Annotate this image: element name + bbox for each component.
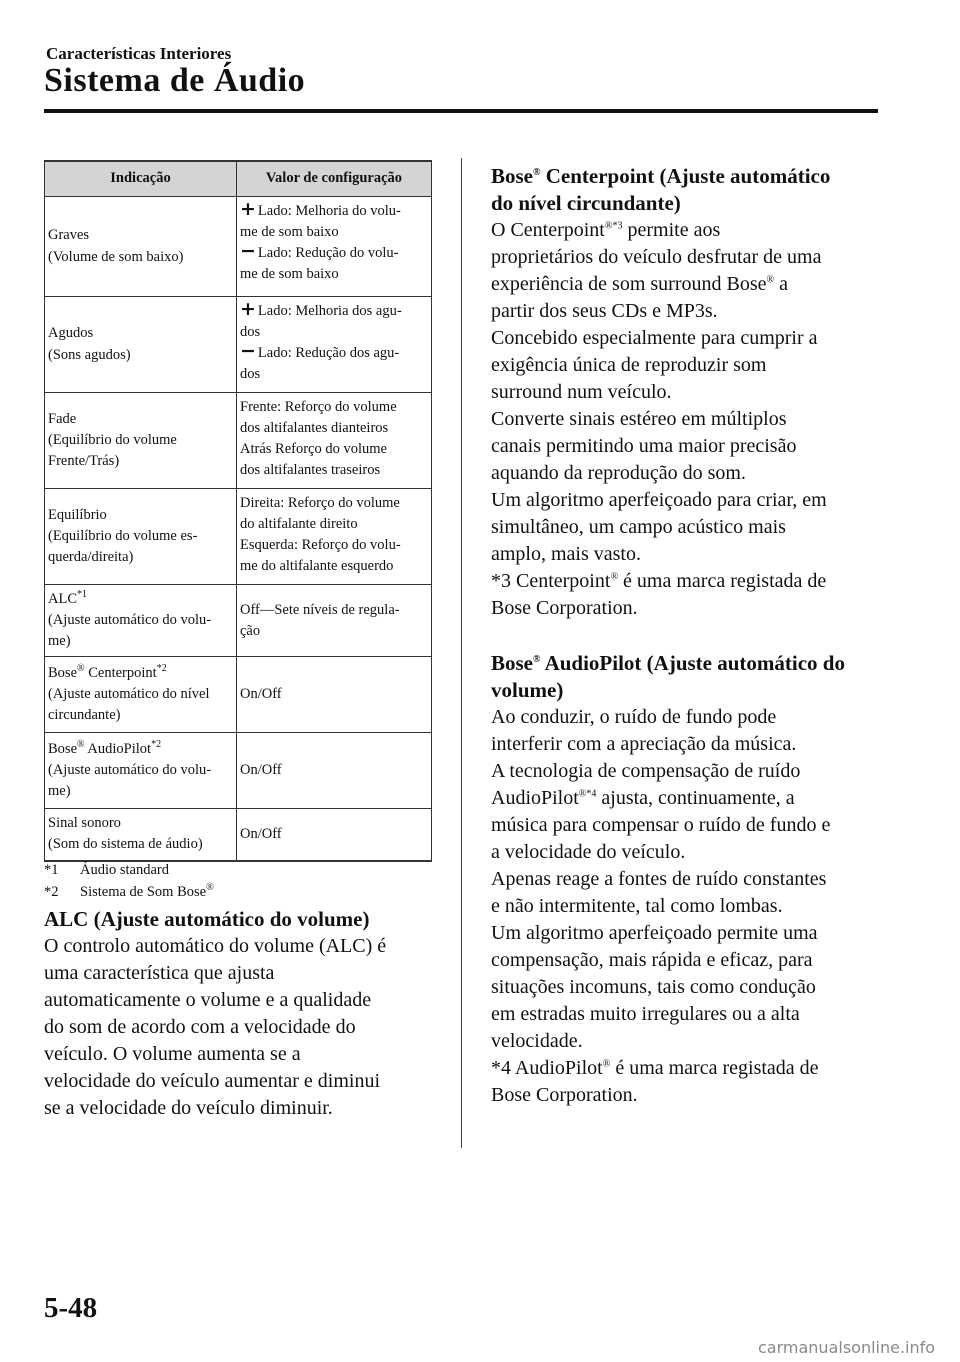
row-value: Frente: Reforço do volume dos altifalantes dianteiros Atrás Reforço do volume dos altifalantes traseiros — [237, 393, 432, 489]
alc-body: O controlo automático do volume (ALC) é uma característica que ajusta automaticamente o volume e a qualidade do som de acordo com a velocidade do veículo. O volume aumenta se a velocidade do veículo aumentar e diminui se a velocidade do veículo diminuir. — [44, 935, 387, 1119]
page-number: 5-48 — [44, 1292, 98, 1324]
watermark: carmanualsonline.info — [758, 1338, 936, 1357]
section-label: Características Interiores — [46, 44, 232, 63]
row-value: + Lado: Melhoria do volu- me de som baixo − Lado: Redução do volu- me de som baixo — [237, 197, 432, 297]
page-title: Sistema de Áudio — [44, 62, 306, 99]
footnote-1: *1 Áudio standard — [44, 862, 169, 878]
row-value: On/Off — [237, 657, 432, 733]
table-row — [45, 585, 432, 657]
row-name: Sinal sonoro (Som do sistema de áudio) — [45, 809, 237, 861]
table-row — [45, 489, 432, 585]
header-indicacao: Indicação — [45, 161, 237, 197]
row-value: Off—Sete níveis de regula- ção — [237, 585, 432, 657]
settings-table — [44, 160, 432, 862]
centerpoint-section — [491, 163, 886, 622]
table-row — [45, 297, 432, 393]
row-value: On/Off — [237, 733, 432, 809]
table-row — [45, 197, 432, 297]
table-row — [45, 733, 432, 809]
centerpoint-body: O Centerpoint$^{®*3}$ permite aos proprietários do veículo desfrutar de uma experiência de som surround Bose® a partir dos seus CDs e MP3s. Concebido especialmente para cumprir a exigência única de reproduzir som surround num veículo. Converte sinais estéreo em múltiplos canais permitindo uma maior precisão aquando da reprodução do som. Um algoritmo aperfeiçoado para criar, em simultâneo, um campo acústico mais amplo, mais vasto. *3 Centerpoint® é uma marca registada de Bose Corporation. — [491, 219, 827, 619]
plus-icon: + — [240, 298, 256, 320]
table-header-row — [45, 161, 432, 197]
table-row — [45, 657, 432, 733]
row-name: Bose® AudioPilot$^{*2}$ (Ajuste automático do volu- me) — [45, 733, 237, 809]
plus-icon: + — [240, 198, 256, 220]
audiopilot-body: Ao conduzir, o ruído de fundo pode interferir com a apreciação da música. A tecnologia de compensação de ruído AudioPilot$^{®*4}$ ajusta, continuamente, a música para compensar o ruído de fundo e a velocidade do veículo. Apenas reage a fontes de ruído constantes e não intermitente, tal como lombas. Um algoritmo aperfeiçoado permite uma compensação, mais rápida e eficaz, para situações incomuns, tais como condução em estradas muito irregulares ou a alta velocidade. *4 AudioPilot® é uma marca registada de Bose Corporation. — [491, 706, 831, 1106]
header-valor: Valor de configuração — [237, 161, 432, 197]
minus-icon: − — [240, 340, 256, 363]
table-row — [45, 393, 432, 489]
row-name: Equilíbrio (Equilíbrio do volume es- querda/direita) — [45, 489, 237, 585]
header-rule — [44, 109, 878, 113]
row-value: Direita: Reforço do volume do altifalante direito Esquerda: Reforço do volu- me do altifalante esquerdo — [237, 489, 432, 585]
table-row — [45, 809, 432, 861]
minus-icon: − — [240, 240, 256, 263]
centerpoint-title: Bose® Centerpoint (Ajuste automático do nível circundante) — [491, 164, 831, 215]
row-name: Agudos (Sons agudos) — [45, 297, 237, 393]
row-name: Fade (Equilíbrio do volume Frente/Trás) — [45, 393, 237, 489]
row-name: Bose® Centerpoint$^{*2}$ (Ajuste automático do nível circundante) — [45, 657, 237, 733]
alc-title: ALC (Ajuste automático do volume) — [44, 907, 370, 931]
audiopilot-section — [491, 650, 886, 1109]
column-divider — [461, 158, 462, 1148]
footnote-2: *2 Sistema de Som Bose® — [44, 882, 214, 900]
row-name: Graves (Volume de som baixo) — [45, 197, 237, 297]
alc-section — [44, 906, 444, 1122]
row-name: ALC$^{*1}$ (Ajuste automático do volu- me) — [45, 585, 237, 657]
audiopilot-title: Bose® AudioPilot (Ajuste automático do volume) — [491, 651, 845, 702]
row-value: + Lado: Melhoria dos agu- dos − Lado: Redução dos agu- dos — [237, 297, 432, 393]
row-value: On/Off — [237, 809, 432, 861]
